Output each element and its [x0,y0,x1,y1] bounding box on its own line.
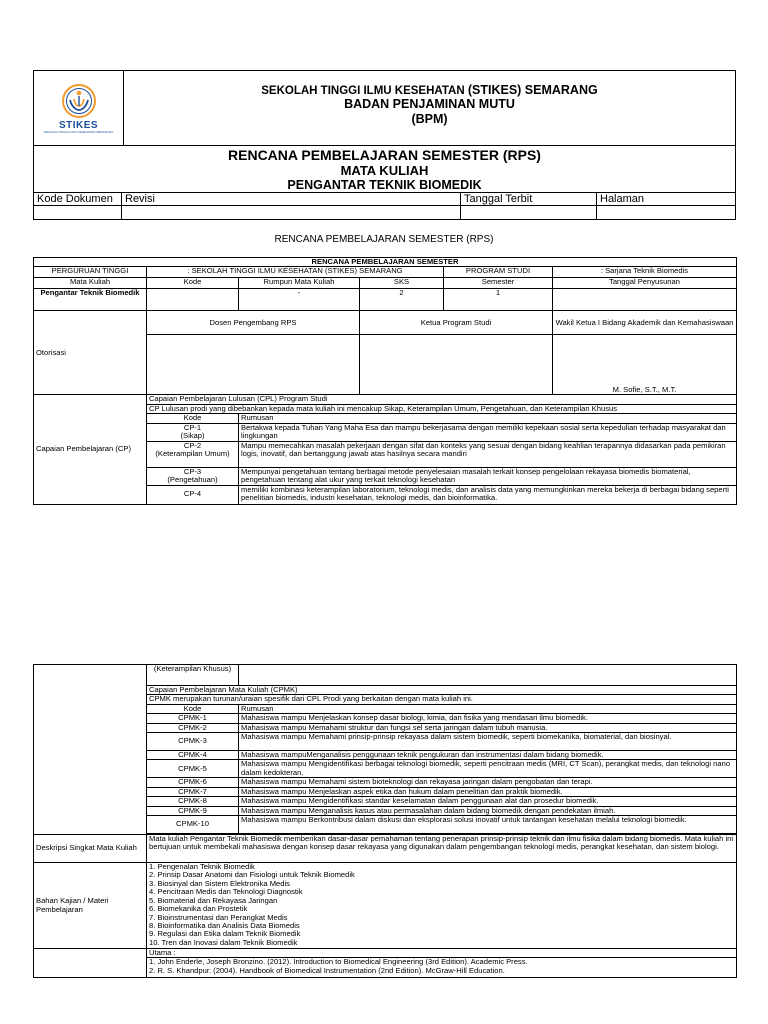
course-header-row [34,278,737,289]
cpmk-description: CPMK merupakan turunan/uraian spesifik dari CPL Prodi yang berkaitan dengan mata kuliah ini. [147,695,737,704]
kaprodi-signature [360,335,553,395]
cpl-kode: CP-1 (Sikap) [147,423,239,441]
prodi-value: : Sarjana Teknik Biomedis [553,267,737,278]
unit-name: BADAN PENJAMINAN MUTU [344,97,515,111]
cp4-text-continued [239,665,737,686]
dosen-label: Dosen Pengembang RPS [147,311,360,335]
cpmk-kode: CPMK-3 [147,733,239,751]
logo-text: STIKES [58,119,99,131]
halaman-label: Halaman [600,193,645,205]
pustaka-item: 2. R. S. Khandpur. (2004). Handbook of Biomedical Instrumentation (2nd Edition). McGraw-Hill Education. [149,965,505,975]
cpmk-kode: CPMK-1 [147,714,239,723]
pustaka-item: 1. John Enderle, Joseph Bronzino. (2012). Introduction to Biomedical Engineering (3rd Edition). Academic Press. [149,957,528,967]
pustaka-utama-label: Utama : [147,949,737,958]
bahan-list [147,863,737,949]
institution-row [34,267,737,278]
bahan-item: 10. Tren dan Inovasi dalam Teknik Biomedik [149,937,298,947]
cpl-text: Bertakwa kepada Tuhan Yang Maha Esa dan mampu bekerjasama dengan memiliki kepekaan sosial serta kepedulian terhadap masyarakat dan lingkungan [239,423,737,441]
cpmk-text: Mahasiswa mampu Memahami prinsip-prinsip rekayasa dalam sistem biomedik, seperti biomekanika, biomaterial, dan biosinyal. [239,733,737,751]
document-meta-labels [34,193,735,206]
institution-name: SEKOLAH TINGGI ILMU KESEHATAN (STIKES) SEMARANG [261,83,598,97]
unit-abbr: (BPM) [411,112,448,126]
tanggal-terbit-value [461,206,597,219]
institution-block [124,71,735,145]
cpmk-kode: CPMK-6 [147,778,239,787]
pustaka-utama-row [34,949,737,958]
document-subtitle: MATA KULIAH [340,163,429,178]
cpl-rumusan-header: Rumusan [239,414,737,423]
bahan-item: 9. Regulasi dan Etika dalam Teknik Biomedik [149,929,301,939]
course-value-row [34,289,737,311]
cpmk-text: Mahasiswa mampu Mengidentifikasi standar keselamatan dalam penggunaan alat dan prosedur biomedik. [239,797,737,806]
prodi-label: PROGRAM STUDI [444,267,553,278]
rps-title-row [34,258,737,267]
bahan-item: 2. Prinsip Dasar Anatomi dan Fisiologi untuk Teknik Biomedik [149,870,355,880]
kaprodi-label: Ketua Program Studi [360,311,553,335]
cpmk-kode-header: Kode [147,704,239,713]
cpmk-text: Mahasiswa mampu Menjelaskan konsep dasar biologi, kimia, dan fisika yang mendasari ilmu biomedik. [239,714,737,723]
cpl-kode: CP-2 (Keterampilan Umum) [147,441,239,467]
deskripsi-row [34,835,737,863]
pt-value: : SEKOLAH TINGGI ILMU KESEHATAN (STIKES) SEMARANG [147,267,444,278]
col-semester: Semester [444,278,553,289]
col-rumpun: Rumpun Mata Kuliah [239,278,360,289]
cpmk-text: Mahasiswa mampu Berkontribusi dalam diskusi dan eksplorasi solusi inovatif untuk tantangan kesehatan melalui teknologi biomedik. [239,816,737,834]
bahan-item: 1. Pengenalan Teknik Biomedik [149,862,255,872]
kode-dokumen-value [34,206,122,219]
cpl-kode: CP-3 (Pengetahuan) [147,467,239,485]
pustaka-label [34,949,147,978]
bahan-item: 5. Biomaterial dan Rekayasa Jaringan [149,895,278,905]
deskripsi-label: Deskripsi Singkat Mata Kuliah [34,835,147,863]
pt-label: PERGURUAN TINGGI [34,267,147,278]
cp4-continued-row [34,665,737,686]
course-title: PENGANTAR TEKNIK BIOMEDIK [287,178,482,192]
bahan-item: 8. Bioinformatika dan Analisis Data Biomedis [149,920,300,930]
cpmk-kode: CPMK-2 [147,723,239,732]
cpmk-text: Mahasiswa mampu Menganalisis kasus atau permasalahan dalam bidang biomedik dengan pendekatan ilmiah. [239,806,737,815]
cpmk-kode: CPMK-9 [147,806,239,815]
cpmk-kode: CPMK-7 [147,787,239,796]
stikes-emblem-icon [61,83,97,119]
document-header [33,70,736,220]
bahan-item: 3. Biosinyal dan Sistem Elektronika Medis [149,878,290,888]
course-rumpun: - [239,289,360,311]
halaman-value [597,206,735,219]
cpmk-kode: CPMK-5 [147,760,239,778]
cpmk-kode: CPMK-4 [147,751,239,760]
course-sks: 2 [360,289,444,311]
bahan-item: 7. Bioinstrumentasi dan Perangkat Medis [149,912,288,922]
pustaka-list [147,958,737,978]
cpmk-text: Mahasiswa mampuMenganalisis penggunaan teknik pengukuran dan instrumentasi dalam bidang biomedik. [239,751,737,760]
kode-dokumen-label: Kode Dokumen [34,193,122,205]
cpl-kode-header: Kode [147,414,239,423]
col-mata-kuliah: Mata Kuliah [34,278,147,289]
otorisasi-header-row [34,311,737,335]
cpl-text: Mempunyai pengetahuan tentang berbagai metode penyelesaian masalah terkait konsep pengelolaan rekayasa biomedis biomaterial, pengetahuan tentang alat ukur yang terkait teknologi kesehatan [239,467,737,485]
cpl-text: memiliki kombinasi keterampilan laboratorium, teknologi medis, dan analisis data yang memungkinkan mereka bekerja di berbagai bidang seperti penelitian biomedis, industri kesehatan, teknologi medis, dan bioinformatika. [239,485,737,504]
stikes-logo [34,71,124,145]
bahan-item: 4. Pencitraan Medis dan Teknologi Diagnostik [149,887,303,897]
dosen-signature [147,335,360,395]
logo-subtext: SEKOLAH TINGGI ILMU KESEHATAN SEMARANG [43,129,114,134]
bahan-kajian-row [34,863,737,949]
cpmk-rumusan-header: Rumusan [239,704,737,713]
revisi-value [122,206,461,219]
bahan-item: 6. Biomekanika dan Prostetik [149,904,248,914]
revisi-label: Revisi [122,193,461,205]
wakil-name: M. Sofie, S.T., M.T. [553,335,737,395]
course-tanggal [553,289,737,311]
rps-table-part-1 [33,257,737,505]
document-caption: RENCANA PEMBELAJARAN SEMESTER (RPS) [274,234,494,245]
document-title: RENCANA PEMBELAJARAN SEMESTER (RPS) [228,147,541,163]
cp-label-continued [34,665,147,835]
course-name: Pengantar Teknik Biomedik [34,289,147,311]
cpmk-text: Mahasiswa mampu Memahami sistem bioteknologi dan rekayasa jaringan dalam pengobatan dan terapi. [239,778,737,787]
otorisasi-label: Otorisasi [34,311,147,395]
document-title-block [34,146,735,193]
cpl-text: Mampu memecahkan masalah pekerjaan dengan sifat dan konteks yang sesuai dengan bidang keahlian terapannya didasarkan pada pemikiran logis, inovatif, dan bertanggung jawab atas hasilnya secara mandiri [239,441,737,467]
rps-table-part-2 [33,664,737,978]
wakil-label: Wakil Ketua I Bidang Akademik dan Kemahasiswaan [553,311,737,335]
cpmk-text: Mahasiswa mampu Mengidentifikasi berbagai teknologi biomedik, seperti pencitraan medis (MRI, CT Scan), perangkat medis, dan teknologi nano dalam kedokteran. [239,760,737,778]
cpl-heading-row [34,395,737,404]
col-sks: SKS [360,278,444,289]
course-kode [147,289,239,311]
bahan-label: Bahan Kajian / Materi Pembelajaran [34,863,147,949]
course-semester: 1 [444,289,553,311]
document-meta-values [34,206,735,219]
cpl-description: CP Lulusan prodi yang dibebankan kepada mata kuliah ini mencakup Sikap, Keterampilan Umum, Pengetahuan, dan Keterampilan Khusus [147,404,737,413]
cpl-heading: Capaian Pembelajaran Lulusan (CPL) Program Studi [147,395,737,404]
col-kode: Kode [147,278,239,289]
rps-table-title: RENCANA PEMBELAJARAN SEMESTER [34,258,737,267]
tanggal-terbit-label: Tanggal Terbit [461,193,597,205]
cpmk-heading: Capaian Pembelajaran Mata Kuliah (CPMK) [147,686,737,695]
cp4-sub-continued: (Keterampilan Khusus) [147,665,239,686]
cpmk-kode: CPMK-8 [147,797,239,806]
cp-label: Capaian Pembelajaran (CP) [34,395,147,504]
deskripsi-text: Mata kuliah Pengantar Teknik Biomedik memberikan dasar-dasar pemahaman tentang penerapan prinsip-prinsip teknik dan ilmu fisika dalam bidang biomedis. Mata kuliah ini bertujuan untuk membekali mahasiswa dengan konsep dasar rekayasa yang digunakan dalam pengembangan teknologi medis, perangkat kesehatan, dan sistem biologi. [147,835,737,863]
col-tanggal: Tanggal Penyusunan [553,278,737,289]
cpl-kode: CP-4 [147,485,239,504]
cpmk-kode: CPMK-10 [147,816,239,834]
cpmk-text: Mahasiswa mampu Menjelaskan aspek etika dan hukum dalam penelitian dan praktik biomedik. [239,787,737,796]
cpmk-text: Mahasiswa mampu Memahami struktur dan fungsi sel serta jaringan dalam tubuh manusia. [239,723,737,732]
